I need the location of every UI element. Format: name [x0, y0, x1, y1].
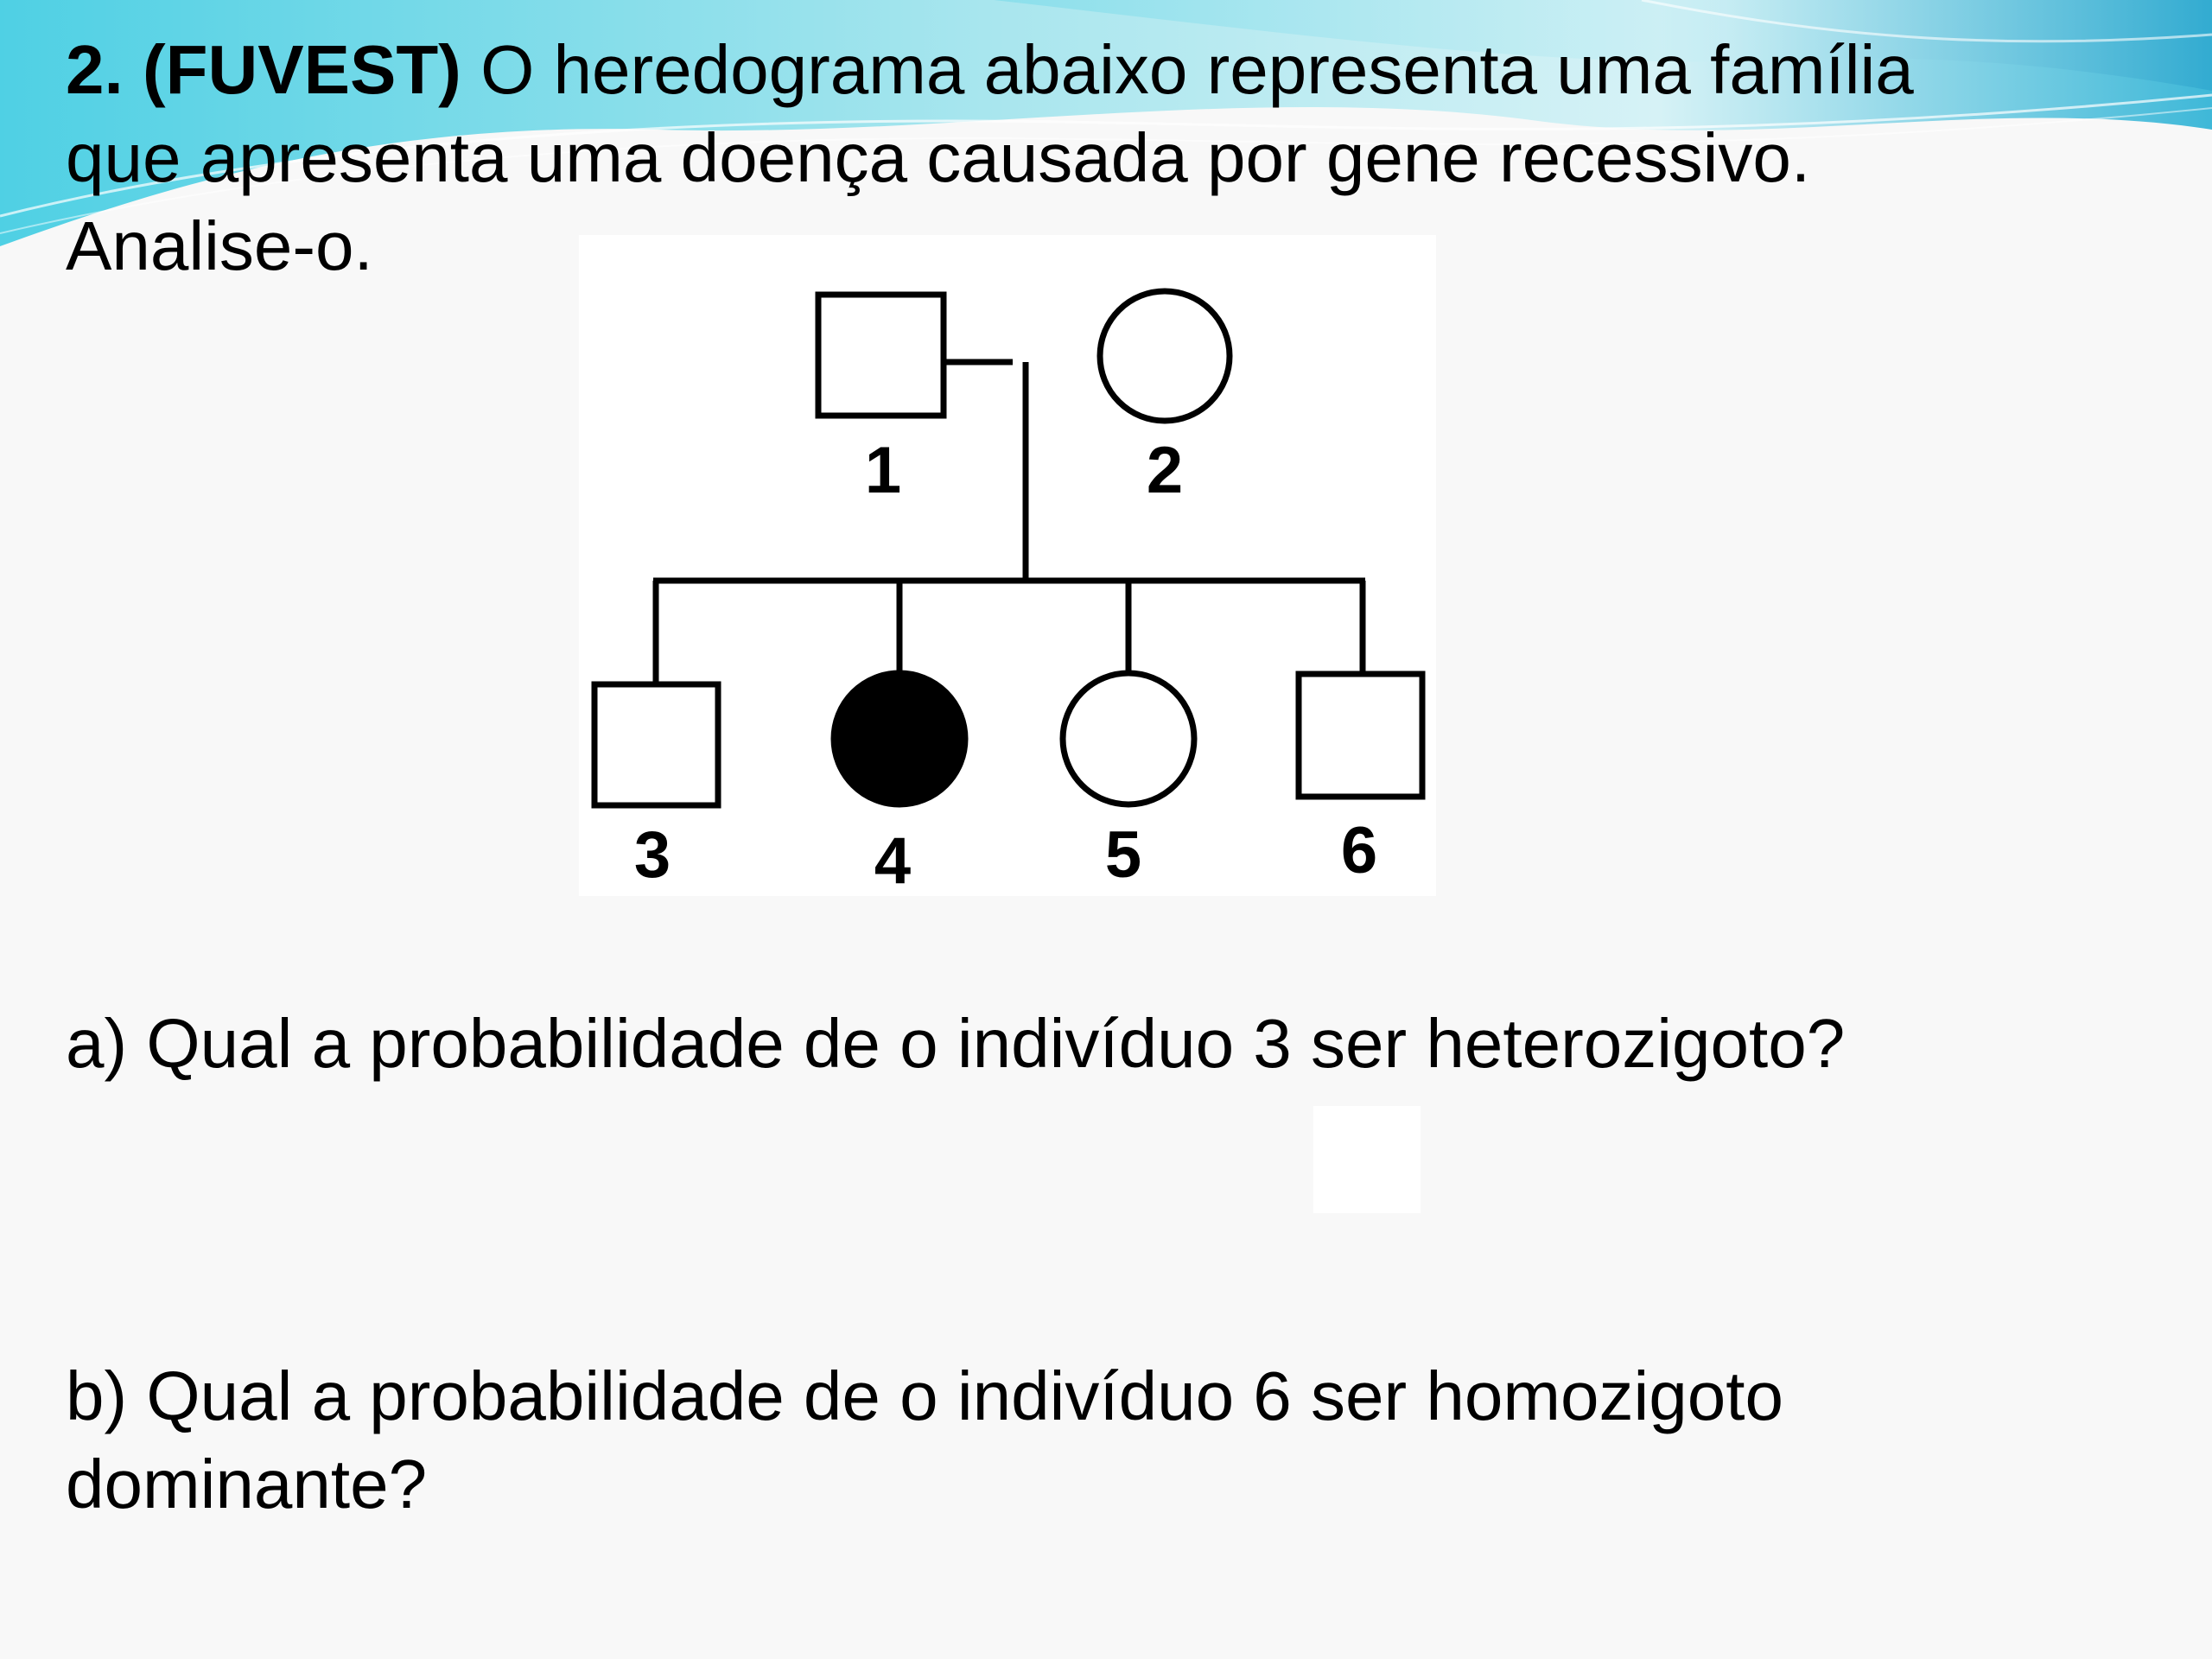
intro-line-3: Analise-o.: [66, 207, 373, 284]
question-source: (FUVEST): [142, 31, 461, 108]
individual-1-male-symbol: [818, 295, 944, 416]
white-patch: [1313, 1106, 1421, 1213]
question-number: 2.: [66, 31, 124, 108]
individual-6-male-symbol: [1299, 674, 1422, 797]
individual-label-4: 4: [874, 824, 912, 896]
individual-label-3: 3: [633, 818, 671, 892]
individual-label-1: 1: [864, 434, 902, 507]
intro-line-2: que apresenta uma doença causada por gene recessivo.: [66, 119, 1811, 196]
individual-4-female-affected-symbol: [834, 673, 965, 804]
intro-text-1: O heredograma abaixo representa uma família: [480, 31, 1914, 108]
individual-5-female-symbol: [1063, 673, 1194, 804]
individual-label-6: 6: [1340, 814, 1378, 887]
pedigree-figure: [579, 235, 1436, 896]
question-a: a) Qual a probabilidade de o indivíduo 3 ser heterozigoto?: [66, 1005, 1846, 1082]
intro-line-1: [66, 26, 1914, 114]
individual-3-male-symbol: [594, 684, 718, 805]
individual-label-5: 5: [1104, 818, 1142, 892]
individual-2-female-symbol: [1100, 291, 1230, 421]
pedigree-chart: [579, 235, 1436, 896]
question-b-line-2: dominante?: [66, 1446, 428, 1522]
question-b: [66, 1352, 1783, 1529]
question-b-line-1: b) Qual a probabilidade de o indivíduo 6 ser homozigoto: [66, 1357, 1783, 1434]
individual-label-2: 2: [1146, 434, 1184, 507]
